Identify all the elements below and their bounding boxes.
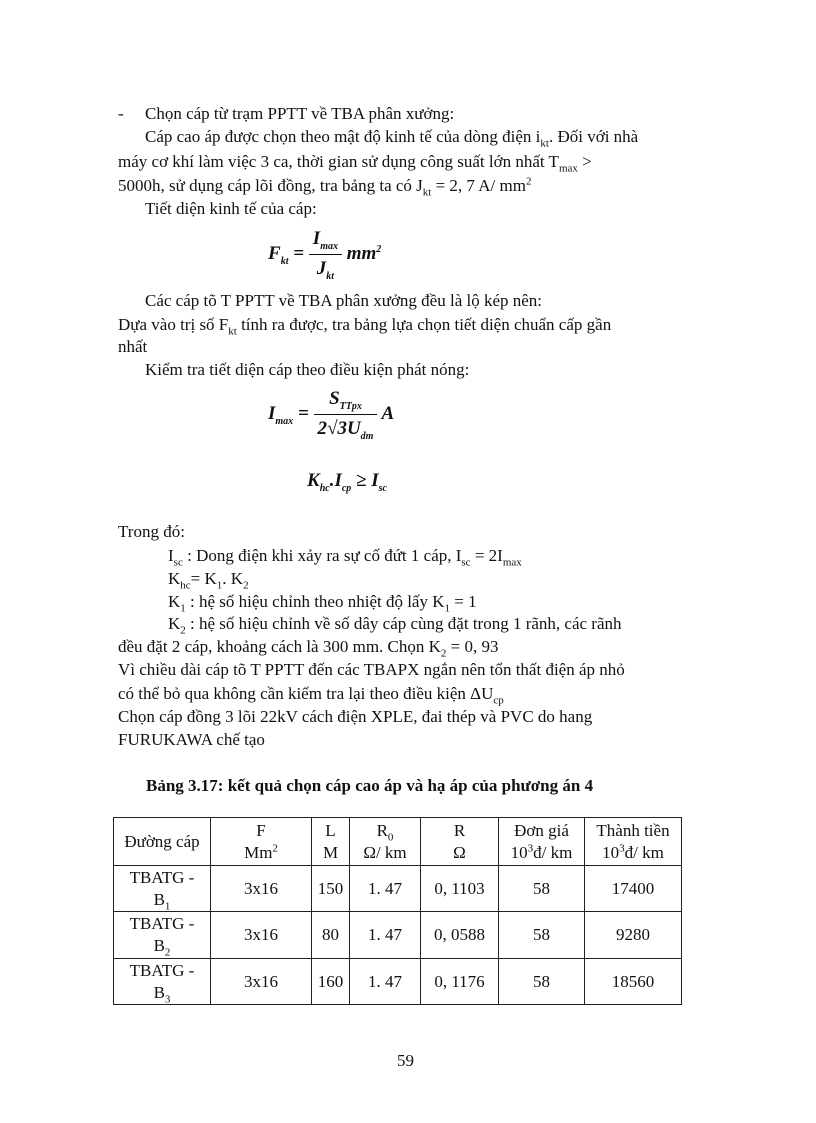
formula-equals: = xyxy=(297,403,309,425)
text-span: = 0, 93 xyxy=(446,637,499,656)
subscript: sc xyxy=(461,556,471,569)
formula-denominator xyxy=(309,255,342,282)
text-line-k1-definition xyxy=(168,591,477,613)
subscript: 1 xyxy=(180,602,186,615)
formula-numerator xyxy=(314,388,378,415)
cell-resistance: 0, 0588 xyxy=(421,912,499,959)
cell-r0: 1. 47 xyxy=(350,959,421,1005)
text-line-based-on-fkt xyxy=(118,314,611,336)
text-span: có thể bỏ qua không cần kiểm tra lại theo điều kiện ΔU xyxy=(118,684,494,703)
formula-fraction xyxy=(314,388,378,442)
text-span: K xyxy=(168,569,181,588)
subscript: 1 xyxy=(444,602,451,615)
text-span: Các cáp tõ T PPTT về TBA phân xưởng đều là lộ kép nên: xyxy=(145,291,543,310)
cell-text: TBATG - xyxy=(129,867,195,887)
formula-symbol: I xyxy=(268,403,276,425)
formula-subscript: sc xyxy=(378,482,387,494)
subscript: kt xyxy=(540,137,549,150)
header-superscript: 2 xyxy=(272,841,278,854)
formula-symbol: ≥ I xyxy=(351,470,379,491)
text-span: đều đặt 2 cáp, khoảng cách là 300 mm. Chọn K xyxy=(118,637,441,656)
text-span: K xyxy=(168,592,181,611)
formula-symbol: F xyxy=(268,243,281,265)
header-text: đ/ km xyxy=(624,842,664,862)
cell-resistance: 0, 1176 xyxy=(421,959,499,1005)
formula-condition xyxy=(307,470,387,494)
subscript: 1 xyxy=(216,579,223,592)
header-text: Đường cáp xyxy=(124,831,200,851)
cell-unit-price: 58 xyxy=(499,959,585,1005)
table-row xyxy=(114,959,682,1005)
cell-subscript: 2 xyxy=(164,946,171,959)
formula-equals: = xyxy=(293,243,305,265)
text-span: . Đối với nhà xyxy=(548,127,639,146)
text-line-factory-shifts xyxy=(118,151,592,173)
text-line-skip-check xyxy=(118,683,504,705)
table-caption: Bảng 3.17: kết quả chọn cáp cao áp và hạ áp của phương án 4 xyxy=(146,776,594,795)
subscript: 2 xyxy=(440,647,447,660)
header-length xyxy=(312,818,350,866)
text-line-heating-check xyxy=(145,359,469,381)
cell-resistance: 0, 1103 xyxy=(421,866,499,912)
text-line-economic-density xyxy=(145,126,638,148)
cell-unit-price: 58 xyxy=(499,866,585,912)
text-line-copper-core xyxy=(118,175,531,197)
text-line-k2-definition xyxy=(168,613,622,635)
cable-results-table xyxy=(113,817,682,1005)
cell-subscript: 3 xyxy=(164,992,171,1005)
text-span: . K xyxy=(222,569,244,588)
header-text: L xyxy=(325,820,336,840)
header-text: Đơn giá xyxy=(514,820,569,840)
cell-total: 18560 xyxy=(585,959,682,1005)
table-row xyxy=(114,912,682,959)
cell-section: 3x16 xyxy=(211,912,312,959)
text-line-cable-selection-heading xyxy=(145,103,454,125)
formula-max-current xyxy=(268,388,394,442)
subscript: kt xyxy=(228,325,237,338)
formula-subscript: kt xyxy=(280,255,289,267)
text-span: FURUKAWA chế tạo xyxy=(118,730,265,749)
table-row xyxy=(114,866,682,912)
header-text: F xyxy=(256,820,266,840)
subscript: max xyxy=(558,162,578,175)
formula-subscript: max xyxy=(320,240,338,252)
cell-length: 150 xyxy=(312,866,350,912)
header-text: Ω xyxy=(453,842,466,862)
cell-r0: 1. 47 xyxy=(350,866,421,912)
text-line-voltage-loss xyxy=(118,659,625,681)
text-span: = 2I xyxy=(470,546,503,565)
text-span: = K xyxy=(190,569,217,588)
subscript: kt xyxy=(422,186,432,199)
text-span: : hệ số hiệu chỉnh về số dây cáp cùng đặt trong 1 rãnh, các rãnh xyxy=(185,614,622,633)
subscript: max xyxy=(502,556,522,569)
header-text: đ/ km xyxy=(533,842,573,862)
text-line-manufacturer xyxy=(118,729,265,751)
text-span: máy cơ khí làm việc 3 ca, thời gian sử dụng công suất lớn nhất T xyxy=(118,152,559,171)
header-text: R xyxy=(453,820,466,840)
text-span: Kiểm tra tiết diện cáp theo điều kiện phát nóng: xyxy=(145,360,470,379)
text-span: I xyxy=(168,546,174,565)
text-span: 5000h, sử dụng cáp lõi đồng, tra bảng ta có J xyxy=(118,176,423,195)
cell-text: TBATG - xyxy=(129,914,195,933)
formula-subscript: dm xyxy=(360,430,374,442)
cell-r0: 1. 47 xyxy=(350,912,421,959)
subscript: sc xyxy=(173,556,183,569)
formula-denominator xyxy=(314,415,378,442)
bullet-dash: - xyxy=(118,104,124,123)
cell-text: B xyxy=(153,936,165,955)
subscript: hc xyxy=(180,579,191,592)
header-superscript: 3 xyxy=(527,841,534,854)
cell-text: B xyxy=(153,982,165,1002)
header-text: Mm xyxy=(244,842,273,862)
cell-length: 80 xyxy=(312,912,350,959)
formula-symbol: K xyxy=(307,470,320,491)
subscript: 2 xyxy=(243,579,249,592)
formula-symbol: I xyxy=(312,228,321,249)
text-line-where xyxy=(118,521,185,543)
header-r0 xyxy=(350,818,421,866)
cell-total: 17400 xyxy=(585,866,682,912)
header-text: 10 xyxy=(602,842,620,862)
cell-cable-route xyxy=(114,959,211,1005)
text-line-khc-definition xyxy=(168,568,249,590)
header-subscript: 0 xyxy=(387,830,394,843)
text-line-nearest xyxy=(118,336,147,358)
header-text: Thành tiền xyxy=(596,820,670,840)
formula-fraction xyxy=(309,228,342,282)
header-resistance xyxy=(421,818,499,866)
formula-symbol: .I xyxy=(329,470,342,491)
text-span: > xyxy=(577,152,592,171)
text-span: Vì chiều dài cáp tõ T PPTT đến các TBAPX ngắn nên tổn thất điện áp nhỏ xyxy=(118,660,625,679)
formula-symbol: S xyxy=(329,388,340,409)
text-line-economic-section xyxy=(145,198,317,220)
text-span: Cáp cao áp được chọn theo mật độ kinh tế của dòng điện i xyxy=(145,127,541,146)
formula-unit: mm xyxy=(346,243,377,265)
cell-unit-price: 58 xyxy=(499,912,585,959)
page-number: 59 xyxy=(397,1051,414,1070)
formula-symbol: 2√3U xyxy=(317,417,361,439)
cell-subscript: 1 xyxy=(164,899,171,912)
header-text: M xyxy=(322,842,339,862)
header-text: Ω/ km xyxy=(363,842,407,862)
cell-cable-route xyxy=(114,866,211,912)
formula-subscript: kt xyxy=(326,270,335,282)
text-span: K xyxy=(168,614,181,633)
text-span: = 1 xyxy=(450,592,477,611)
formula-superscript: 2 xyxy=(376,243,382,255)
formula-subscript: TTpx xyxy=(339,400,362,412)
subscript: cp xyxy=(493,694,504,707)
text-line-double-circuit xyxy=(145,290,542,312)
formula-subscript: cp xyxy=(341,482,352,494)
header-text: 10 xyxy=(510,842,528,862)
header-section xyxy=(211,818,312,866)
text-span: Dựa vào trị số F xyxy=(118,315,229,334)
text-line-isc-definition xyxy=(168,545,522,567)
formula-subscript: hc xyxy=(319,482,330,494)
text-line-cable-choice xyxy=(118,706,592,728)
cell-text: B xyxy=(153,889,165,909)
cell-text: TBATG - xyxy=(129,960,195,980)
header-text: R xyxy=(376,820,388,840)
header-total xyxy=(585,818,682,866)
formula-symbol: J xyxy=(316,257,327,279)
header-unit-price xyxy=(499,818,585,866)
formula-economic-section xyxy=(268,228,381,282)
superscript: 2 xyxy=(525,175,532,188)
text-span: nhất xyxy=(118,337,148,356)
text-span: Tiết diện kinh tế của cáp: xyxy=(145,199,317,218)
text-line-k2-value xyxy=(118,636,499,658)
text-span: : Dong điện khi xảy ra sự cố đứt 1 cáp, I xyxy=(182,546,462,565)
cell-total: 9280 xyxy=(585,912,682,959)
header-cable-route xyxy=(114,818,211,866)
cell-section: 3x16 xyxy=(211,866,312,912)
table-header-row xyxy=(114,818,682,866)
formula-subscript: max xyxy=(275,415,294,427)
text-span: = 2, 7 A/ mm xyxy=(431,176,526,195)
cell-cable-route xyxy=(114,912,211,959)
formula-numerator xyxy=(309,228,342,255)
text-span: : hệ số hiệu chỉnh theo nhiệt độ lấy K xyxy=(185,592,445,611)
cell-section: 3x16 xyxy=(211,959,312,1005)
cell-length: 160 xyxy=(312,959,350,1005)
text-span: Chọn cáp từ trạm PPTT về TBA phân xưởng: xyxy=(145,104,455,123)
text-span: tính ra được, tra bảng lựa chọn tiết diện chuẩn cấp gần xyxy=(236,315,612,334)
subscript: 2 xyxy=(180,624,186,637)
text-span: Chọn cáp đồng 3 lõi 22kV cách điện XPLE, đai thép và PVC do hang xyxy=(118,707,593,726)
formula-unit: A xyxy=(381,403,395,425)
text-span: Trong đó: xyxy=(118,522,185,541)
header-superscript: 3 xyxy=(619,841,625,854)
